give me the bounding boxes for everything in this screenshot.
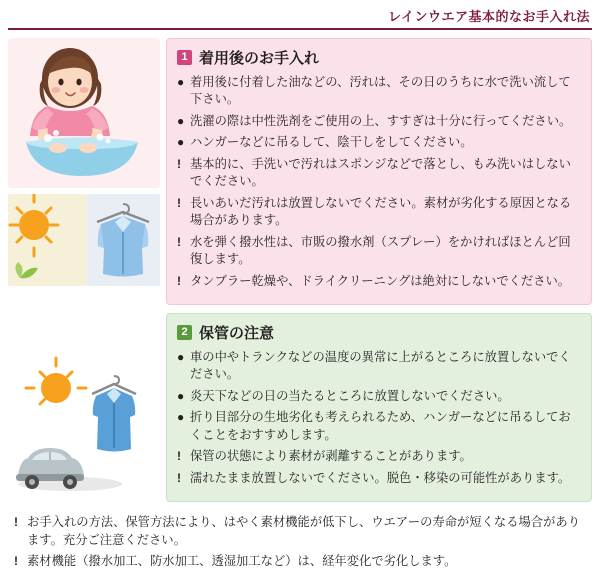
list-marker: ! <box>177 470 181 485</box>
list-marker: ● <box>177 349 185 364</box>
footer-notes <box>0 512 600 570</box>
list-item <box>177 113 581 130</box>
section-storage-precautions <box>166 313 592 502</box>
section-care-after-wearing <box>166 38 592 305</box>
list-item-text: 着用後に付着した油などの、汚れは、その日のうちに水で洗い流して下さい。 <box>190 75 571 107</box>
content-area <box>0 30 600 512</box>
list-marker: ! <box>177 156 181 171</box>
list-item <box>177 195 581 230</box>
list-item <box>177 273 581 290</box>
list-marker: ● <box>177 113 185 128</box>
list-item <box>177 409 581 444</box>
list-item <box>177 234 581 269</box>
illustration-column <box>8 38 160 512</box>
footer-note <box>14 553 590 571</box>
document-page <box>0 4 600 580</box>
footer-note-text: お手入れの方法、保管方法により、はやく素材機能が低下し、ウエアーの寿命が短くなる場合があります。充分ご注意ください。 <box>27 515 580 547</box>
list-item-text: 折り目部分の生地劣化も考えられるため、ハンガーなどに吊るしておくことをおすすめします。 <box>190 410 571 442</box>
list-item <box>177 74 581 109</box>
list-item-text: 洗濯の際は中性洗剤をご使用の上、すすぎは十分に行ってください。 <box>190 113 572 128</box>
section-1-list <box>177 74 581 290</box>
list-item <box>177 134 581 151</box>
list-item <box>177 349 581 384</box>
list-item-text: 炎天下などの日の当たるところに放置しないでください。 <box>190 388 510 403</box>
list-item-text: 保管の状態により素材が剥離することがあります。 <box>190 449 472 464</box>
woman-washing-svg <box>8 38 160 188</box>
section-1-number-badge: 1 <box>177 50 192 65</box>
list-marker: ! <box>14 515 18 529</box>
section-2-number-badge: 2 <box>177 325 192 340</box>
list-marker: ● <box>177 135 185 150</box>
list-marker: ! <box>177 234 181 249</box>
list-item <box>177 448 581 465</box>
list-item-text: 長いあいだ汚れは放置しないでください。素材が劣化する原因となる場合があります。 <box>190 195 572 228</box>
list-item <box>177 470 581 487</box>
list-marker: ● <box>177 388 185 403</box>
sections-column <box>160 38 592 512</box>
footer-note-text: 素材機能（撥水加工、防水加工、透湿加工など）は、経年変化で劣化します。 <box>27 553 457 568</box>
list-item <box>177 156 581 191</box>
list-item-text: ハンガーなどに吊るして、陰干しをしてください。 <box>190 135 473 150</box>
list-item-text: 水を弾く撥水性は、市販の撥水剤（スプレー）をかければほとんど回復します。 <box>190 234 571 267</box>
list-marker: ! <box>177 273 181 288</box>
page-header <box>8 4 592 30</box>
list-marker: ! <box>177 195 181 210</box>
woman-hand-washing-illustration <box>8 38 160 188</box>
section-1-title: 着用後のお手入れ <box>199 50 320 67</box>
list-marker: ! <box>177 449 181 464</box>
car-storage-svg <box>8 356 160 506</box>
page-title: レインウエア基本的なお手入れ法 <box>388 9 590 24</box>
list-marker: ! <box>14 553 18 568</box>
list-item-text: 基本的に、手洗いで汚れはスポンジなどで落とし、もみ洗いはしないでください。 <box>190 156 571 189</box>
section-2-title: 保管の注意 <box>199 324 275 342</box>
sun-car-and-jacket-illustration <box>8 356 160 506</box>
list-item-text: 濡れたまま放置しないでください。脱色・移染の可能性があります。 <box>190 470 571 485</box>
list-item-text: タンブラー乾燥や、ドライクリーニングは絶対にしないでください。 <box>190 273 571 288</box>
section-1-title-row <box>177 47 581 68</box>
section-2-title-row <box>177 322 581 343</box>
sun-and-hanging-jacket-illustration <box>8 194 160 286</box>
footer-note <box>14 514 590 550</box>
hanging-jacket-svg <box>87 194 159 286</box>
list-marker: ● <box>177 75 185 89</box>
section-2-list <box>177 349 581 487</box>
list-item <box>177 388 581 405</box>
sun-drying-svg <box>8 194 88 286</box>
list-marker: ● <box>177 410 185 425</box>
list-item-text: 車の中やトランクなどの温度の異常に上がるところに放置しないでください。 <box>190 349 571 382</box>
